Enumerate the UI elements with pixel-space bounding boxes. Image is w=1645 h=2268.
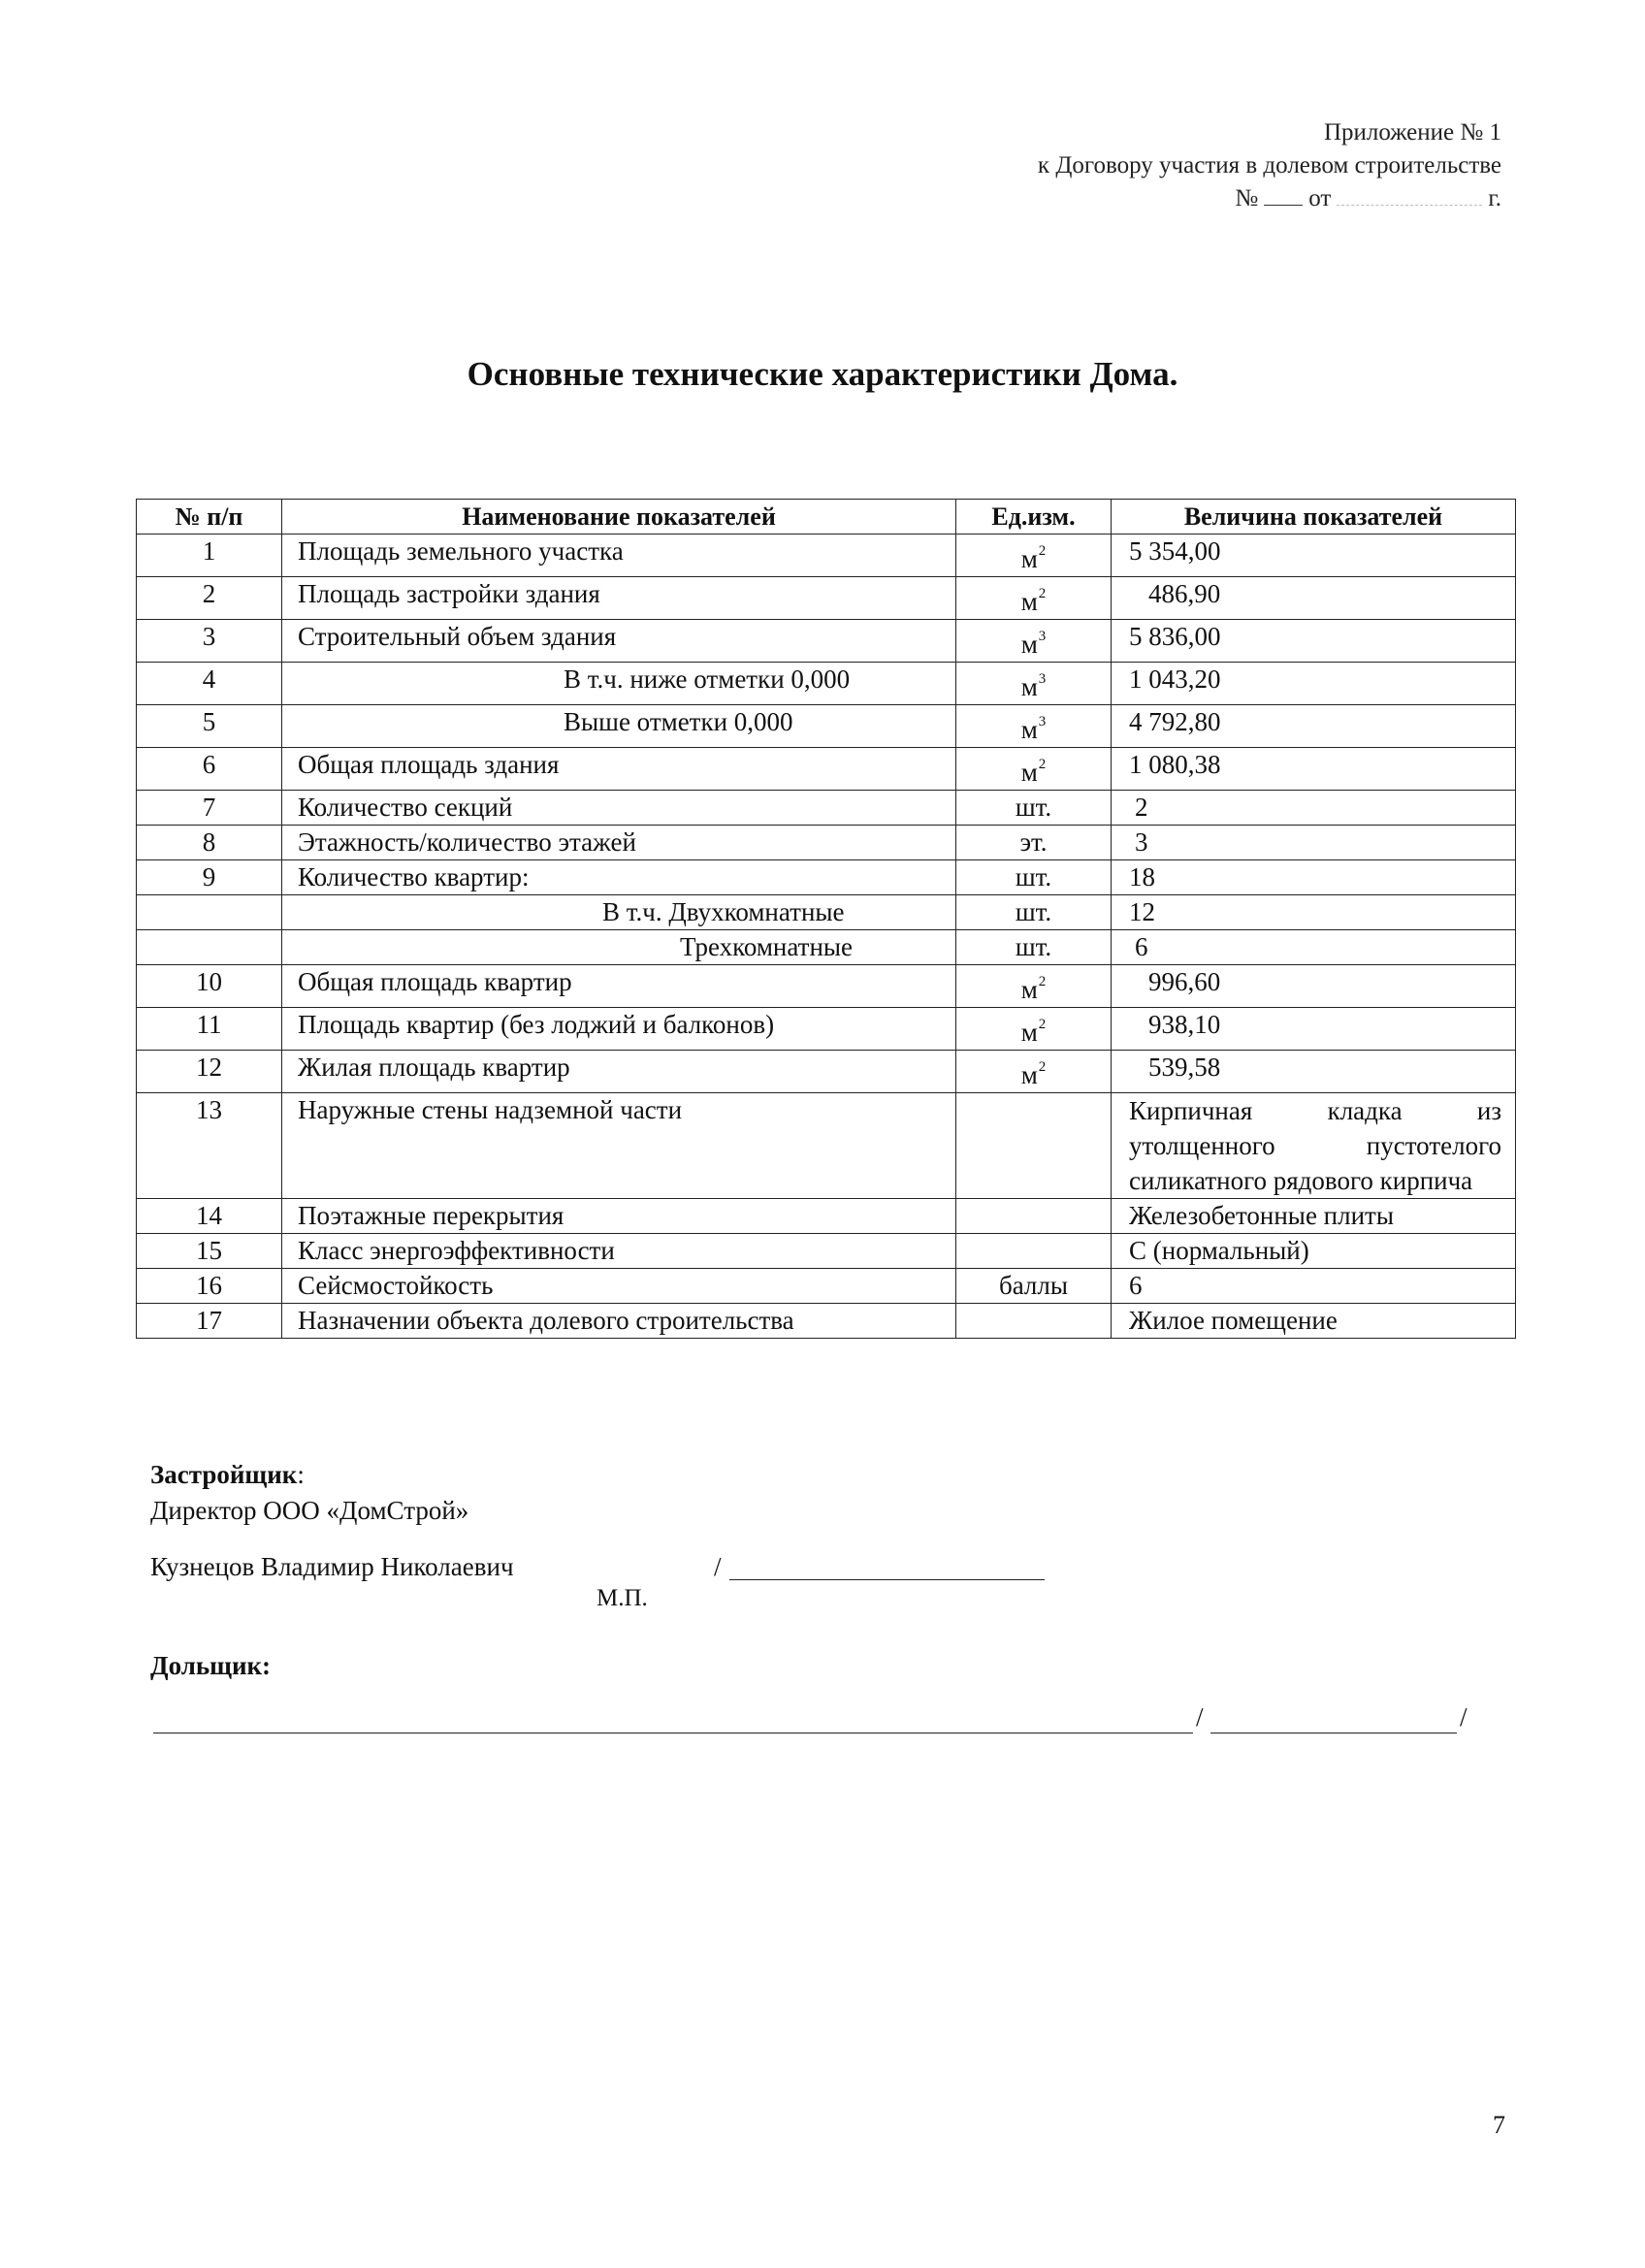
- row-unit: [956, 1199, 1112, 1234]
- row-value: 938,10: [1112, 1008, 1516, 1051]
- unit-superscript: 3: [1038, 714, 1047, 729]
- table-row: [137, 1093, 1516, 1199]
- contract-year-suffix: г.: [1488, 185, 1501, 211]
- shareholder-label: Дольщик:: [150, 1651, 272, 1680]
- row-value: Кирпичная кладка из утолщенного пустотелого силикатного рядового кирпича: [1112, 1093, 1516, 1199]
- row-value: 12: [1112, 895, 1516, 930]
- unit-text: м: [1020, 975, 1038, 1004]
- row-name: В т.ч. ниже отметки 0,000: [282, 663, 956, 705]
- row-num: 15: [137, 1234, 282, 1269]
- appendix-line-3: [1038, 182, 1501, 215]
- unit-superscript: 2: [1038, 543, 1047, 559]
- row-name: Жилая площадь квартир: [282, 1051, 956, 1093]
- table-row: [137, 705, 1516, 748]
- row-value: Железобетонные плиты: [1112, 1199, 1516, 1234]
- row-value: 3: [1112, 826, 1516, 860]
- row-num: 16: [137, 1269, 282, 1304]
- table-row: [137, 930, 1516, 965]
- row-name: Общая площадь здания: [282, 748, 956, 791]
- row-unit: [956, 620, 1112, 663]
- unit-text: м: [1020, 630, 1038, 659]
- developer-name: Кузнецов Владимир Николаевич: [150, 1552, 514, 1581]
- row-value: 18: [1112, 860, 1516, 895]
- row-name: Строительный объем здания: [282, 620, 956, 663]
- stamp-label: М.П.: [597, 1585, 648, 1611]
- row-num: 7: [137, 791, 282, 826]
- row-unit: эт.: [956, 826, 1112, 860]
- row-name: Трехкомнатные: [282, 930, 956, 965]
- header-name: Наименование показателей: [282, 500, 956, 535]
- row-value: 539,58: [1112, 1051, 1516, 1093]
- row-value: 486,90: [1112, 577, 1516, 620]
- row-unit: [956, 1234, 1112, 1269]
- row-num: 14: [137, 1199, 282, 1234]
- unit-superscript: 2: [1038, 1059, 1047, 1075]
- developer-signature-slash: /: [714, 1552, 722, 1581]
- contract-date-blank: [1337, 185, 1482, 206]
- row-unit: [956, 748, 1112, 791]
- appendix-line-1: Приложение № 1: [1323, 119, 1501, 146]
- row-unit: шт.: [956, 895, 1112, 930]
- table-row: [137, 1234, 1516, 1269]
- unit-text: м: [1020, 587, 1038, 616]
- table-header-row: [137, 500, 1516, 535]
- row-unit: [956, 535, 1112, 577]
- developer-label-colon: :: [297, 1460, 305, 1489]
- unit-text: м: [1020, 1018, 1038, 1047]
- row-value: 1 080,38: [1112, 748, 1516, 791]
- row-num: 10: [137, 965, 282, 1008]
- unit-superscript: 2: [1038, 1017, 1047, 1032]
- row-unit: шт.: [956, 791, 1112, 826]
- table-row: [137, 663, 1516, 705]
- shareholder-slash-2: /: [1460, 1702, 1468, 1732]
- contract-number-prefix: №: [1235, 185, 1259, 211]
- appendix-header: [1038, 116, 1501, 215]
- row-unit: [956, 1051, 1112, 1093]
- unit-text: м: [1020, 1060, 1038, 1089]
- developer-signature-line: [729, 1579, 1045, 1580]
- unit-superscript: 3: [1038, 671, 1047, 687]
- row-value: 5 836,00: [1112, 620, 1516, 663]
- row-name: Наружные стены надземной части: [282, 1093, 956, 1199]
- row-value: 5 354,00: [1112, 535, 1516, 577]
- table-row: [137, 535, 1516, 577]
- row-unit: [956, 1008, 1112, 1051]
- header-unit: Ед.изм.: [956, 500, 1112, 535]
- row-num: 12: [137, 1051, 282, 1093]
- contract-from-label: от: [1308, 185, 1332, 211]
- row-num: 9: [137, 860, 282, 895]
- row-unit: [956, 577, 1112, 620]
- row-num: 13: [137, 1093, 282, 1199]
- row-unit: баллы: [956, 1269, 1112, 1304]
- table-row: [137, 1269, 1516, 1304]
- table-row: [137, 826, 1516, 860]
- page-title: Основные технические характеристики Дома.: [467, 355, 1178, 393]
- row-name: Поэтажные перекрытия: [282, 1199, 956, 1234]
- row-value: 6: [1112, 1269, 1516, 1304]
- contract-number-blank: [1264, 185, 1303, 206]
- row-name: Общая площадь квартир: [282, 965, 956, 1008]
- row-unit: [956, 1093, 1112, 1199]
- row-value: 6: [1112, 930, 1516, 965]
- table-row: [137, 1051, 1516, 1093]
- header-value: Величина показателей: [1112, 500, 1516, 535]
- row-name: Площадь земельного участка: [282, 535, 956, 577]
- unit-superscript: 2: [1038, 586, 1047, 601]
- table-row: [137, 748, 1516, 791]
- table-row: [137, 791, 1516, 826]
- table-row: [137, 1199, 1516, 1234]
- table-row: [137, 1008, 1516, 1051]
- header-num: № п/п: [137, 500, 282, 535]
- table-row: [137, 860, 1516, 895]
- row-name: Сейсмостойкость: [282, 1269, 956, 1304]
- row-name: Класс энергоэффективности: [282, 1234, 956, 1269]
- row-num: 2: [137, 577, 282, 620]
- row-name: В т.ч. Двухкомнатные: [282, 895, 956, 930]
- developer-label-line: [150, 1460, 305, 1490]
- page-number: 7: [1493, 2111, 1505, 2139]
- unit-text: м: [1020, 672, 1038, 701]
- row-num: [137, 930, 282, 965]
- table-row: [137, 1304, 1516, 1339]
- unit-superscript: 2: [1038, 974, 1047, 989]
- row-name: Количество квартир:: [282, 860, 956, 895]
- table-row: [137, 620, 1516, 663]
- row-num: 1: [137, 535, 282, 577]
- unit-text: м: [1020, 715, 1038, 744]
- table-row: [137, 965, 1516, 1008]
- row-value: 2: [1112, 791, 1516, 826]
- row-name: Площадь застройки здания: [282, 577, 956, 620]
- table-row: [137, 895, 1516, 930]
- row-num: 17: [137, 1304, 282, 1339]
- row-value: С (нормальный): [1112, 1234, 1516, 1269]
- unit-text: м: [1020, 758, 1038, 787]
- appendix-line-2: к Договору участия в долевом строительстве: [1037, 152, 1501, 178]
- row-num: 6: [137, 748, 282, 791]
- row-num: 11: [137, 1008, 282, 1051]
- row-unit: шт.: [956, 930, 1112, 965]
- specifications-table: [136, 499, 1516, 1339]
- row-name: Этажность/количество этажей: [282, 826, 956, 860]
- row-unit: шт.: [956, 860, 1112, 895]
- row-unit: [956, 1304, 1112, 1339]
- row-num: 8: [137, 826, 282, 860]
- developer-title: Директор ООО «ДомСтрой»: [150, 1496, 469, 1525]
- row-unit: [956, 965, 1112, 1008]
- row-name: Назначении объекта долевого строительства: [282, 1304, 956, 1339]
- row-name: Выше отметки 0,000: [282, 705, 956, 748]
- row-unit: [956, 663, 1112, 705]
- unit-text: м: [1020, 544, 1038, 573]
- row-unit: [956, 705, 1112, 748]
- row-value: 996,60: [1112, 965, 1516, 1008]
- shareholder-slash-1: /: [1196, 1702, 1204, 1732]
- developer-label: Застройщик: [150, 1460, 298, 1489]
- row-value: 1 043,20: [1112, 663, 1516, 705]
- row-num: 4: [137, 663, 282, 705]
- row-name: Площадь квартир (без лоджий и балконов): [282, 1008, 956, 1051]
- unit-superscript: 3: [1038, 629, 1047, 644]
- row-num: 5: [137, 705, 282, 748]
- row-num: [137, 895, 282, 930]
- table-row: [137, 577, 1516, 620]
- unit-superscript: 2: [1038, 757, 1047, 772]
- row-value: Жилое помещение: [1112, 1304, 1516, 1339]
- row-value: 4 792,80: [1112, 705, 1516, 748]
- row-num: 3: [137, 620, 282, 663]
- row-name: Количество секций: [282, 791, 956, 826]
